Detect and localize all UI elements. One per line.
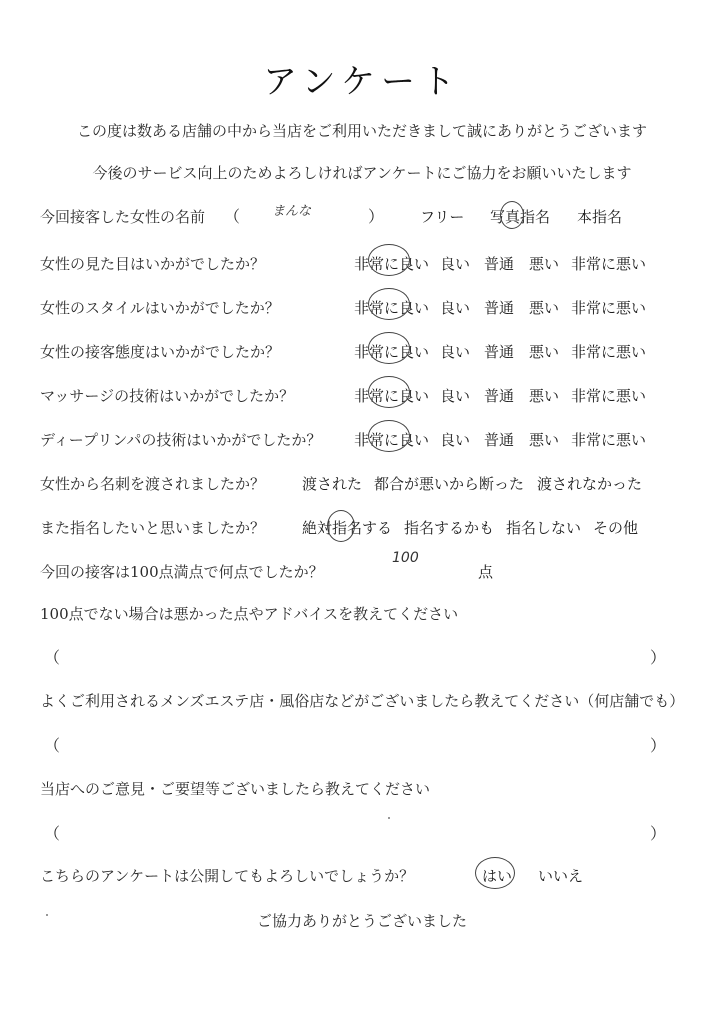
rating-average[interactable]: 普通: [484, 255, 515, 273]
question-attitude: 女性の接客態度はいかがでしたか？: [40, 343, 281, 361]
rating-very-bad[interactable]: 非常に悪い: [571, 387, 647, 405]
page-title: アンケート: [263, 62, 461, 102]
option-main-nomination[interactable]: 本指名: [577, 208, 623, 226]
rating-good[interactable]: 良い: [440, 387, 471, 405]
answer-open-paren: （: [44, 824, 61, 843]
rating-good[interactable]: 良い: [440, 299, 471, 317]
handwritten-name: まんな: [272, 204, 312, 219]
question-other-shops: よくご利用されるメンズエステ店・風俗店などがございましたら教えてください（何店舗でも）: [40, 692, 685, 710]
selection-circle-mark: [368, 376, 410, 408]
question-feedback: 当店へのご意見・ご要望等ございましたら教えてください: [40, 780, 431, 798]
intro-line-2: 今後のサービス向上のためよろしければアンケートにご協力をお願いいたします: [92, 164, 632, 182]
selection-circle-mark: [368, 420, 410, 452]
selection-circle-mark: [327, 510, 355, 542]
rating-very-bad[interactable]: 非常に悪い: [571, 343, 647, 361]
name-question-label: 今回接客した女性の名前: [40, 208, 206, 226]
selection-circle-mark: [475, 857, 515, 889]
rating-good[interactable]: 良い: [440, 343, 471, 361]
handwritten-score: 100: [392, 550, 419, 566]
name-close-paren: ）: [368, 207, 385, 226]
rating-average[interactable]: 普通: [484, 299, 515, 317]
question-appearance: 女性の見た目はいかがでしたか？: [40, 255, 266, 273]
question-deep-lymph: ディープリンパの技術はいかがでしたか？: [40, 431, 322, 449]
rating-good[interactable]: 良い: [440, 255, 471, 273]
option-maybe[interactable]: 指名するかも: [404, 519, 495, 537]
selection-circle-mark: [368, 332, 410, 364]
answer-close-paren: ）: [650, 648, 667, 667]
rating-very-good[interactable]: 非常に良い: [354, 431, 430, 449]
rating-bad[interactable]: 悪い: [529, 343, 560, 361]
intro-line-1: この度は数ある店舗の中から当店をご利用いただきまして誠にありがとうございます: [76, 122, 647, 140]
rating-very-bad[interactable]: 非常に悪い: [571, 431, 647, 449]
option-no[interactable]: 指名しない: [506, 519, 582, 537]
option-declined[interactable]: 都合が悪いから断った: [374, 475, 525, 493]
option-no-publish[interactable]: いいえ: [538, 867, 584, 885]
rating-bad[interactable]: 悪い: [529, 255, 560, 273]
question-nominate-again: また指名したいと思いましたか？: [40, 519, 266, 537]
answer-open-paren: （: [44, 736, 61, 755]
question-advice: 100点でない場合は悪かった点やアドバイスを教えてください: [40, 605, 459, 623]
rating-average[interactable]: 普通: [484, 431, 515, 449]
rating-bad[interactable]: 悪い: [529, 387, 560, 405]
name-open-paren: （: [224, 207, 241, 226]
rating-bad[interactable]: 悪い: [529, 299, 560, 317]
question-publish: こちらのアンケートは公開してもよろしいでしょうか？: [40, 867, 415, 885]
selection-circle-mark: [368, 288, 410, 320]
option-not-received[interactable]: 渡されなかった: [537, 475, 643, 493]
rating-average[interactable]: 普通: [484, 387, 515, 405]
option-definitely[interactable]: 絶対指名する: [302, 519, 393, 537]
rating-very-bad[interactable]: 非常に悪い: [571, 255, 647, 273]
rating-good[interactable]: 良い: [440, 431, 471, 449]
selection-circle-mark: [368, 244, 410, 276]
rating-average[interactable]: 普通: [484, 343, 515, 361]
rating-very-good[interactable]: 非常に良い: [354, 343, 430, 361]
rating-very-good[interactable]: 非常に良い: [354, 387, 430, 405]
score-unit: 点: [478, 563, 494, 581]
answer-close-paren: ）: [650, 736, 667, 755]
question-business-card: 女性から名刺を渡されましたか？: [40, 475, 266, 493]
answer-close-paren: ）: [650, 824, 667, 843]
answer-open-paren: （: [44, 648, 61, 667]
selection-circle-mark: [500, 201, 524, 229]
scan-speck: [388, 817, 390, 819]
option-photo-nomination[interactable]: 写真指名: [490, 208, 551, 226]
closing-message: ご協力ありがとうございました: [256, 912, 467, 930]
rating-very-bad[interactable]: 非常に悪い: [571, 299, 647, 317]
rating-very-good[interactable]: 非常に良い: [354, 255, 430, 273]
option-received[interactable]: 渡された: [302, 475, 363, 493]
option-yes[interactable]: はい: [482, 867, 513, 885]
option-free[interactable]: フリー: [420, 208, 465, 226]
question-style: 女性のスタイルはいかがでしたか？: [40, 299, 280, 317]
question-massage: マッサージの技術はいかがでしたか？: [40, 387, 295, 405]
option-other[interactable]: その他: [593, 519, 639, 537]
question-score: 今回の接客は100点満点で何点でしたか？: [40, 563, 324, 581]
rating-bad[interactable]: 悪い: [529, 431, 560, 449]
rating-very-good[interactable]: 非常に良い: [354, 299, 430, 317]
